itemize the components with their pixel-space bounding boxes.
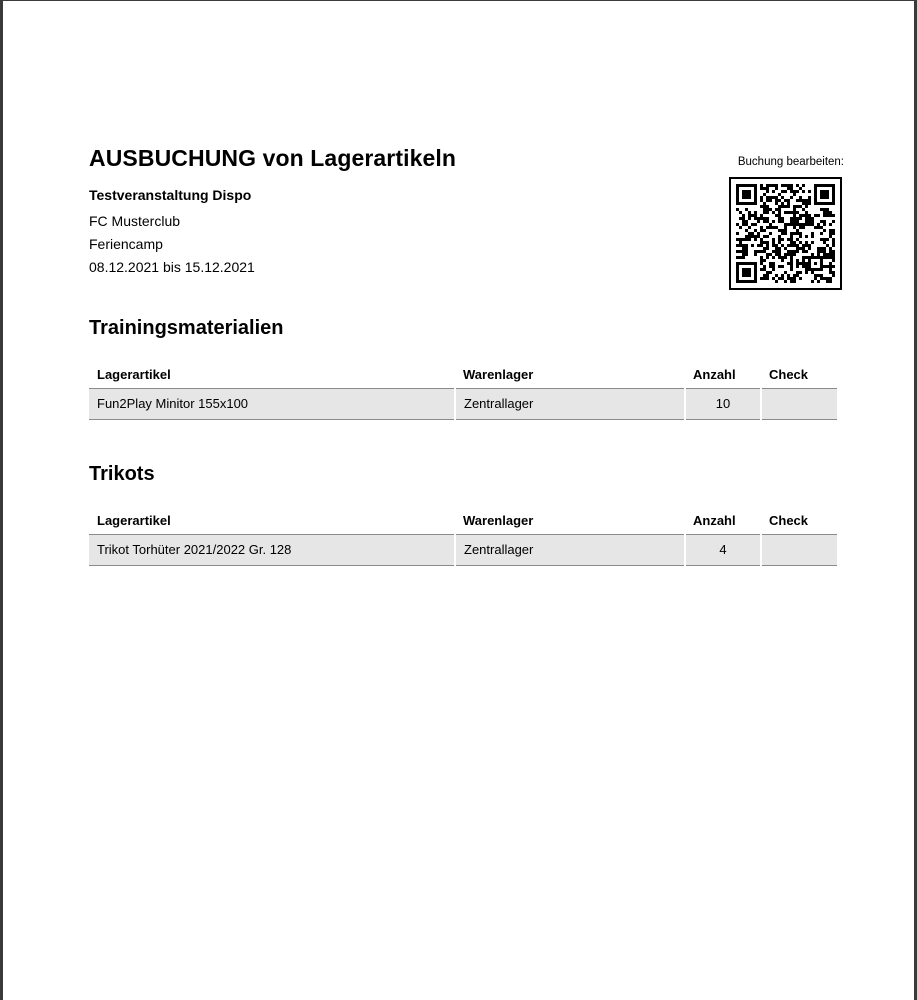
qr-label: Buchung bearbeiten: xyxy=(737,156,844,168)
column-header-check: Check xyxy=(761,507,837,534)
cell-check xyxy=(761,388,837,419)
cell-article: Fun2Play Minitor 155x100 xyxy=(89,388,455,419)
column-header-article: Lagerartikel xyxy=(89,361,455,388)
column-header-count: Anzahl xyxy=(685,507,761,534)
cell-warehouse: Zentrallager xyxy=(455,388,685,419)
cell-warehouse: Zentrallager xyxy=(455,534,685,565)
table-header-row xyxy=(89,507,837,534)
club-name: FC Musterclub xyxy=(89,213,181,229)
table-row xyxy=(89,388,837,419)
event-name: Testveranstaltung Dispo xyxy=(89,187,252,203)
event-type: Feriencamp xyxy=(89,236,163,252)
column-header-article: Lagerartikel xyxy=(89,507,455,534)
column-header-count: Anzahl xyxy=(685,361,761,388)
items-table-trikots xyxy=(89,507,837,566)
document-title: AUSBUCHUNG von Lagerartikeln xyxy=(89,145,457,171)
section-title-trikots: Trikots xyxy=(89,463,155,485)
cell-check xyxy=(761,534,837,565)
table-header-row xyxy=(89,361,837,388)
column-header-warehouse: Warenlager xyxy=(455,361,685,388)
column-header-warehouse: Warenlager xyxy=(455,507,685,534)
cell-article: Trikot Torhüter 2021/2022 Gr. 128 xyxy=(89,534,455,565)
cell-count: 4 xyxy=(685,534,761,565)
qr-code[interactable] xyxy=(729,177,842,290)
cell-count: 10 xyxy=(685,388,761,419)
document-page xyxy=(3,1,914,1000)
section-title-trainingsmaterialien: Trainingsmaterialien xyxy=(89,317,284,339)
qr-code-icon xyxy=(736,184,835,283)
event-date-range: 08.12.2021 bis 15.12.2021 xyxy=(89,259,255,275)
items-table-trainingsmaterialien xyxy=(89,361,837,420)
table-row xyxy=(89,534,837,565)
column-header-check: Check xyxy=(761,361,837,388)
